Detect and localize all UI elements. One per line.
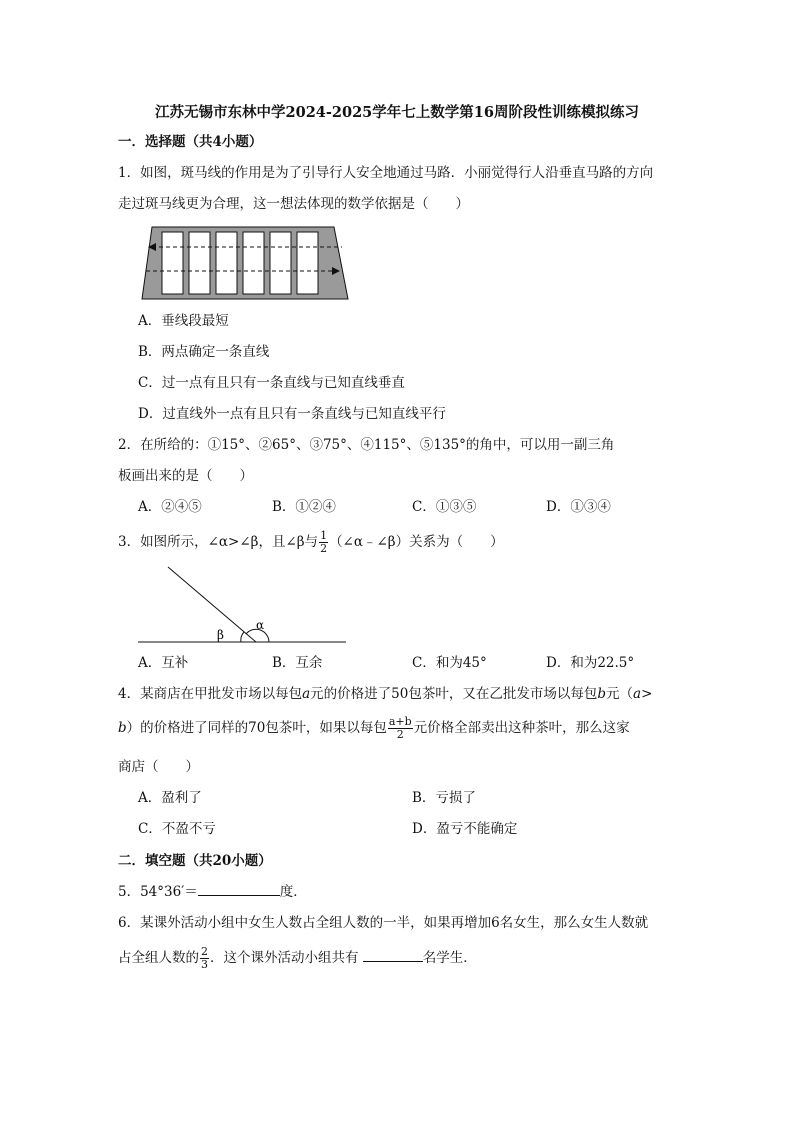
q3-option-c: C．和为45° [412,655,487,671]
q4-stem-line3: 商店（ ） [118,759,199,775]
q6-text-3: 名学生． [422,950,477,966]
q5-text-pre: 5．54°36′＝ [118,884,198,900]
q6-fraction-denominator: 3 [201,958,208,971]
q6-answer-blank[interactable] [363,949,423,962]
q3-stem [118,530,504,555]
q4-text-2: 元的价格进了50包茶叶，又在乙批发市场以每包 [310,686,598,702]
q3-fraction-numerator: 1 [320,529,328,542]
q1-stem-line2: 走过斑马线更为合理，这一想法体现的数学依据是（ ） [118,196,469,212]
q4-fraction [388,716,413,741]
section-heading-fill: 二．填空题（共20小题） [118,853,272,869]
q2-option-b: B．①②④ [272,499,336,515]
q1-option-c: C．过一点有且只有一条直线与已知直线垂直 [138,375,405,391]
q4-var-a2: a [633,686,642,702]
q2-option-c: C．①③⑤ [412,499,477,515]
q2-option-a: A．②④⑤ [138,499,202,515]
q6-stem-line2 [118,946,477,971]
q4-fraction-numerator: a+b [388,715,412,728]
beta-arc [241,632,244,642]
q4-var-b2: b [118,720,127,736]
q1-option-b: B．两点确定一条直线 [138,344,270,360]
q4-text-4: > [641,686,653,702]
q1-option-d: D．过直线外一点有且只有一条直线与已知直线平行 [138,406,446,422]
q2-option-d: D．①③④ [546,499,611,515]
alpha-label: α [256,618,265,632]
q3-option-d: D．和为22.5° [546,655,635,671]
q4-text-3: 元（ [606,686,633,702]
q5-text-post: 度． [279,884,307,900]
q4-text-6: 元价格全部卖出这种茶叶，那么这家 [413,720,630,736]
page-title: 江苏无锡市东林中学2024-2025学年七上数学第16周阶段性训练模拟练习 [155,104,639,121]
q2-stem-line2: 板画出来的是（ ） [118,468,253,484]
q3-fraction-denominator: 2 [320,542,328,555]
section-heading-choice: 一．选择题（共4小题） [118,134,263,150]
q4-var-b: b [597,686,606,702]
q6-text-2: ．这个课外活动小组共有 [210,950,359,966]
q1-stem-line1: 1．如图，斑马线的作用是为了引导行人安全地通过马路．小丽觉得行人沿垂直马路的方向 [118,165,654,181]
q3-fraction [319,530,328,555]
q4-option-a: A．盈利了 [138,790,202,806]
q5-answer-blank[interactable] [198,883,280,896]
q6-text-1: 占全组人数的 [118,950,199,966]
beta-label: β [217,628,224,642]
q2-stem-line1: 2．在所给的：①15°、②65°、③75°、④115°、⑤135°的角中，可以用一副三角 [118,437,615,453]
q4-var-a: a [302,686,311,702]
q4-option-c: C．不盈不亏 [138,821,216,837]
angle-figure [138,565,348,645]
q3-option-a: A．互补 [138,655,189,671]
q4-option-b: B．亏损了 [412,790,476,806]
q3-stem-post: （∠α﹣∠β）关系为（ ） [329,534,504,550]
q6-fraction [200,946,209,971]
q3-option-b: B．互余 [272,655,323,671]
zebra-crossing-figure [140,226,350,302]
q4-stem-line1 [118,685,652,703]
q5-stem [118,883,307,901]
q3-stem-pre: 3．如图所示，∠α>∠β，且∠β与 [118,534,319,550]
q1-option-a: A．垂线段最短 [138,313,229,329]
q4-text-5: ）的价格进了同样的70包茶叶，如果以每包 [126,720,387,736]
q4-fraction-denominator: 2 [396,728,404,741]
q4-stem-line2 [118,716,630,741]
q4-option-d: D．盈亏不能确定 [412,821,518,837]
q6-stem-line1: 6．某课外活动小组中女生人数占全组人数的一半，如果再增加6名女生，那么女生人数就 [118,915,649,931]
q6-fraction-numerator: 2 [201,945,208,958]
q4-text-1: 4．某商店在甲批发市场以每包 [118,686,303,702]
